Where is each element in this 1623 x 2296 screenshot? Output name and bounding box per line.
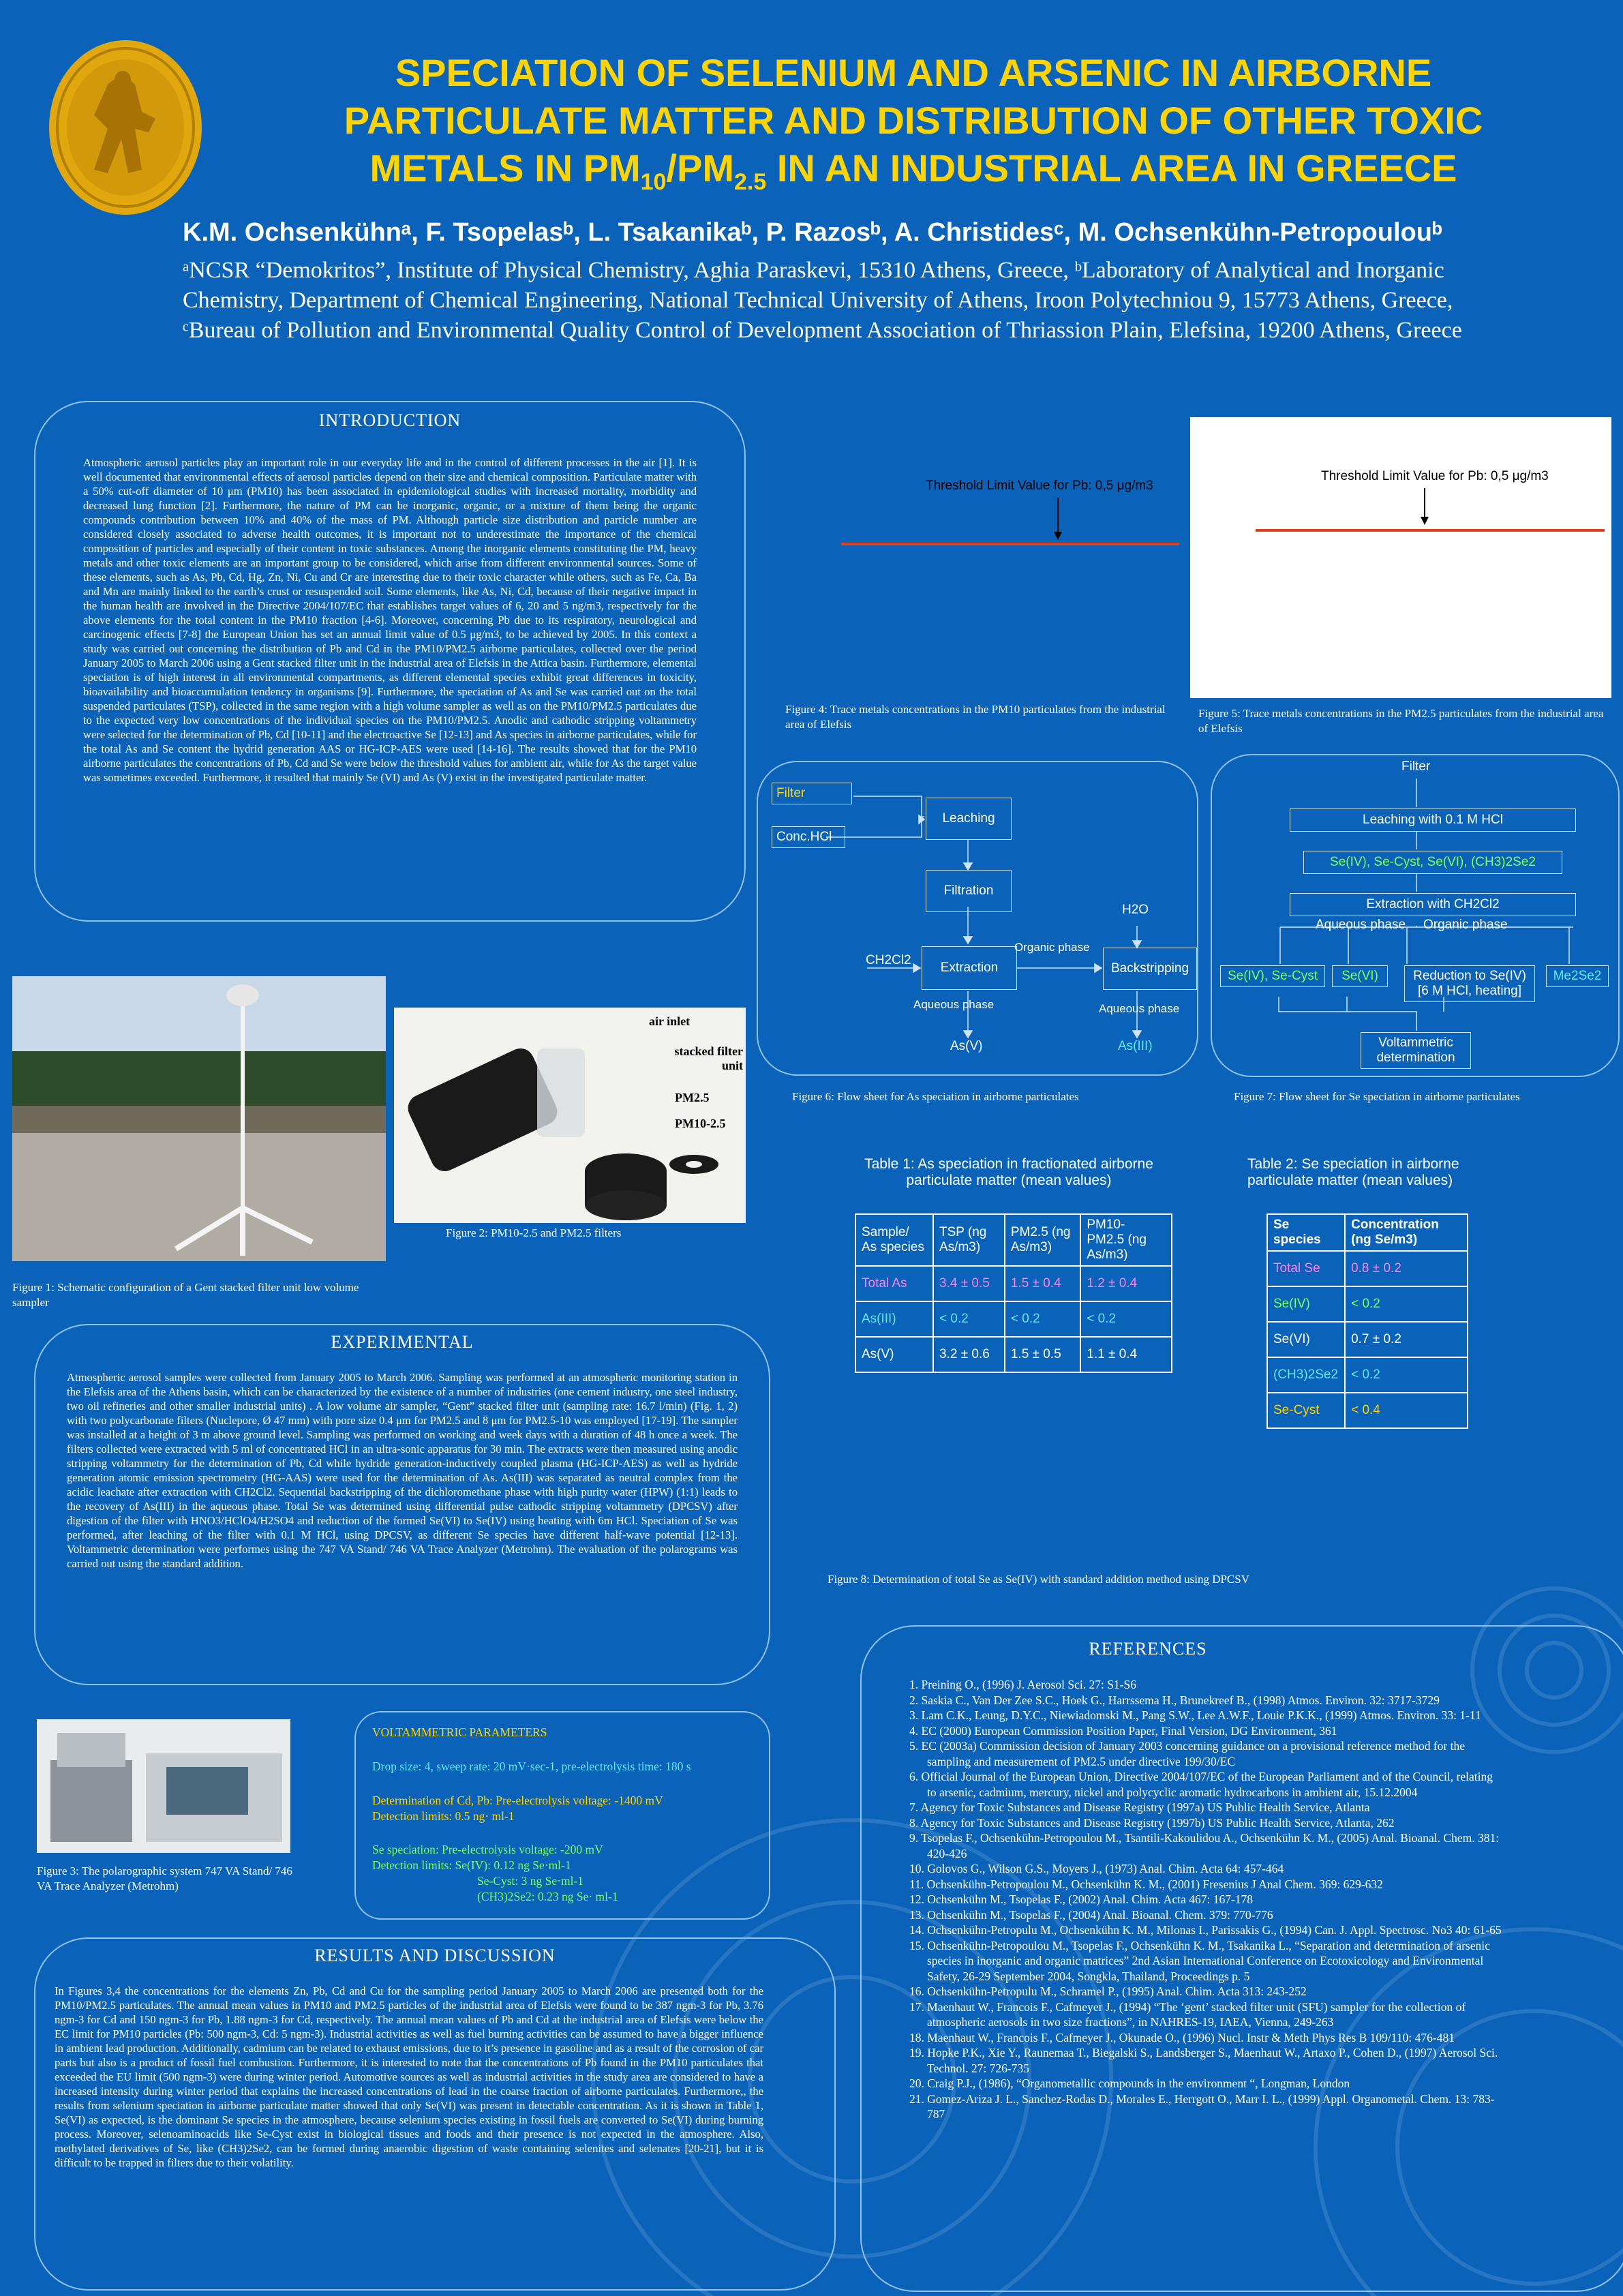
table-cell: 3.2 ± 0.6 bbox=[933, 1337, 1005, 1372]
table-cell: < 0.2 bbox=[1345, 1286, 1468, 1322]
fig6-filtration: Filtration bbox=[926, 870, 1012, 912]
table-cell: 1.1 ± 0.4 bbox=[1080, 1337, 1172, 1372]
results-box bbox=[34, 1937, 836, 2291]
fig6-aqueous-2: Aqueous phase bbox=[1099, 1002, 1180, 1015]
fig7-leaching: Leaching with 0.1 M HCl bbox=[1290, 809, 1576, 832]
table-2 bbox=[1266, 1213, 1468, 1429]
fig6-h2o: H2O bbox=[1122, 903, 1149, 917]
polarograph-photo bbox=[37, 1719, 290, 1853]
experimental-text: Atmospheric aerosol samples were collected from January 2005 to March 2006. Sampling was performed at an atmospheric monitoring station in the Elefsis area of the Athens basin, which can be characterized by the existence of a number of industries (one cement industry, one steel industry, two oil refineries and other smaller industrial units) . A low volume air sampler, “Gent” stacked filter unit (sampling rate: 16.7 l/min) (Fig. 1, 2) with two polycarbonate filters (Nuclepore, Ø 47 mm) with pore size 0.4 μm for PM2.5 and 8 μm for PM2.5-10 was employed [17-19]. The sampler was installed at a height of 3 m above ground level. Sampling was performed on working and week days with a duration of 48 h once a week. The filters collected were extracted with 5 ml of concentrated HCl in an ultra-sonic apparatus for 30 min. The extracts were then measured using anodic stripping voltammetry for the determination of Pb, Cd while hydride generation-inductively coupled plasma (HG-ICP-AES) as well as hydride generation atomic emission spectrometry (HG-AAS) were used for the determination of As. As(III) was separated as neutral complex from the acidic leachate after extraction with CH2Cl2. Sequential backstripping of the dichloromethane phase with high purity water (HPW) (1:1) leads to the recovery of As(III) in the aqueous phase. Total Se was determined using differential pulse cathodic stripping voltammetry (DPCSV) after digestion of the filter with HNO3/HClO4/H2SO4 and reduction of the formed Se(VI) to Se(IV) using heating with 6m HCl. Speciation of Se was performed, after leaching of the filter with 0.1 M HCl, using DPCSV, as different Se species have different half-wave potential [12-13]. Voltammetric determination were performes using the 747 VA Stand/ 746 VA Trace Analyzer (Metrohm). The evaluation of the polarograms was carried out using the standard addition. bbox=[67, 1371, 738, 1570]
table-cell: 1.5 ± 0.4 bbox=[1005, 1266, 1080, 1301]
figure-4-svg bbox=[791, 417, 1179, 697]
fig7-organic: Organic phase bbox=[1423, 918, 1508, 932]
table-cell: As(V) bbox=[855, 1337, 933, 1372]
table-cell: Se(VI) bbox=[1267, 1322, 1345, 1357]
fig7-species-label: Se(IV), Se-Cyst, Se(VI), (CH3)2Se2 bbox=[1330, 855, 1536, 869]
title-line-3-part-b: IN AN INDUSTRIAL AREA IN GREECE bbox=[766, 147, 1457, 190]
table-cell: TSP (ng As/m3) bbox=[933, 1214, 1005, 1266]
title-line-1: SPECIATION OF SELENIUM AND ARSENIC IN AIRBORNE bbox=[395, 51, 1432, 94]
table-row bbox=[1267, 1214, 1468, 1251]
volt-param-4: Se speciation: Pre-electrolysis voltage: -200 mV bbox=[372, 1843, 603, 1856]
fig2-label-stacked: stacked filter unit bbox=[674, 1044, 743, 1072]
introduction-title: INTRODUCTION bbox=[318, 410, 461, 430]
table-cell: PM2.5 (ng As/m3) bbox=[1005, 1214, 1080, 1266]
table-cell: Concentration (ng Se/m3) bbox=[1345, 1214, 1468, 1251]
volt-param-3: Detection limits: 0.5 ng· ml-1 bbox=[372, 1809, 515, 1823]
list-item: 11. Ochsenkühn-Petropoulou M., Ochsenkühn K. M., (2001) Fresenius J Anal Chem. 369: 629-632 bbox=[909, 1877, 1383, 1891]
table-cell: Total Se bbox=[1267, 1251, 1345, 1286]
table-cell: Se species bbox=[1267, 1214, 1345, 1251]
table-row bbox=[855, 1337, 1172, 1372]
fig6-aqueous-1: Aqueous phase bbox=[913, 998, 995, 1011]
fig7-volt-line-1: Voltammetric bbox=[1378, 1036, 1453, 1050]
table-cell: 1.5 ± 0.5 bbox=[1005, 1337, 1080, 1372]
affiliation-line-2: Chemistry, Department of Chemical Engineering, National Technical University of Athens, Iroon Polytechniou 9, 15773 Athens, Greece, bbox=[183, 288, 1453, 313]
figure-5-chart bbox=[1190, 417, 1611, 698]
figure-4-caption: Figure 4: Trace metals concentrations in the PM10 particulates from the industrial area of Elefsis bbox=[785, 703, 1166, 731]
fig7-sevi: Se(VI) bbox=[1332, 965, 1388, 987]
fig7-filter: Filter bbox=[1401, 759, 1431, 774]
references-list bbox=[909, 1677, 1502, 2122]
list-item: 17. Maenhaut W., Francois F., Cafmeyer J., (1994) “The ‘gent’ stacked filter unit (SFU) sampler for the collection of atmospheric aerosols in two size fractions”, in NAHRES-19, IAEA, Vienna, 249-263 bbox=[909, 1999, 1466, 2029]
list-item: 5. EC (2003a) Commission decision of January 2003 concerning guidance on a provisional reference method for the sampling and measurement of PM2.5 under directive 199/30/EC bbox=[909, 1739, 1465, 1768]
references-box bbox=[860, 1625, 1623, 2292]
figure-3-caption: Figure 3: The polarographic system 747 VA Stand/ 746 VA Trace Analyzer (Metrohm) bbox=[37, 1864, 292, 1892]
table-1-caption-line-1: Table 1: As speciation in fractionated airborne bbox=[864, 1156, 1153, 1172]
list-item: 3. Lam C.K., Leung, D.Y.C., Niewiadomski M., Pang S.W., Lee A.W.F., Louie P.K.K., (1999) Atmos. Environ. 33: 1-11 bbox=[909, 1708, 1481, 1722]
voltammetric-box bbox=[354, 1711, 770, 1920]
fig7-volt-line-2: determination bbox=[1376, 1051, 1455, 1065]
title-sub-25: 2.5 bbox=[734, 169, 767, 196]
fig6-backstripping: Backstripping bbox=[1103, 948, 1197, 990]
figure-2-caption: Figure 2: PM10-2.5 and PM2.5 filters bbox=[446, 1226, 622, 1239]
table-cell: Se-Cyst bbox=[1267, 1393, 1345, 1428]
figure-8-caption: Figure 8: Determination of total Se as Se(IV) with standard addition method using DPCSV bbox=[828, 1573, 1250, 1586]
table-2-caption bbox=[1247, 1156, 1493, 1189]
table-cell: PM10- PM2.5 (ng As/m3) bbox=[1080, 1214, 1172, 1266]
sampler-photo bbox=[12, 976, 386, 1261]
figure-6-caption: Figure 6: Flow sheet for As speciation in airborne particulates bbox=[792, 1090, 1079, 1103]
fig7-me2se2: Me2Se2 bbox=[1546, 965, 1609, 987]
fig7-species bbox=[1303, 851, 1562, 874]
list-item: 7. Agency for Toxic Substances and Disease Registry (1997a) US Public Health Service, Atlanta bbox=[909, 1800, 1370, 1814]
list-item: 4. EC (2000) European Commission Position Paper, Final Version, DG Environment, 361 bbox=[909, 1723, 1337, 1738]
fig2-label-pm10: PM10-2.5 bbox=[675, 1117, 726, 1130]
fig5-annotation: Threshold Limit Value for Pb: 0,5 μg/m3 bbox=[1321, 469, 1549, 483]
fig7-voltammetric bbox=[1361, 1032, 1471, 1069]
list-item: 15. Ochsenkühn-Petropoulou M., Tsopelas F., Ochsenkühn K. M., Tsakanika L., “Separation and determination of arsenic species in inorganic and organic matrices” 2nd Asian International Conference on Ecotoxicology and Environmental Safety, 26-29 September 2004, Songkla, Thailand, Proceedings p. 5 bbox=[909, 1938, 1490, 1983]
university-seal-logo bbox=[46, 37, 204, 218]
fig7-reduction-line-2: [6 M HCl, heating] bbox=[1417, 984, 1522, 998]
volt-param-2: Determination of Cd, Pb: Pre-electrolysis voltage: -1400 mV bbox=[372, 1794, 663, 1807]
figure-7-flowsheet bbox=[1211, 754, 1620, 1077]
fig7-reduction bbox=[1404, 965, 1535, 1002]
fig7-aqueous: Aqueous phase bbox=[1316, 918, 1406, 932]
title-line-3-slash: /PM bbox=[666, 147, 735, 190]
list-item: 10. Golovos G., Wilson G.S., Moyers J., (1973) Anal. Chim. Acta 64: 457-464 bbox=[909, 1862, 1284, 1875]
fig6-ch2cl2: CH2Cl2 bbox=[866, 953, 911, 967]
voltammetric-title: VOLTAMMETRIC PARAMETERS bbox=[372, 1725, 547, 1739]
experimental-box bbox=[34, 1324, 770, 1685]
table-row bbox=[1267, 1251, 1468, 1286]
table-row bbox=[1267, 1393, 1468, 1428]
table-cell: < 0.2 bbox=[1005, 1301, 1080, 1337]
list-item: 13. Ochsenkühn M., Tsopelas F., (2004) Anal. Bioanal. Chem. 379: 770-776 bbox=[909, 1907, 1273, 1922]
table-cell: Total As bbox=[855, 1266, 933, 1301]
table-row bbox=[1267, 1357, 1468, 1393]
table-2-caption-line-2: particulate matter (mean values) bbox=[1247, 1173, 1453, 1188]
table-cell: (CH3)2Se2 bbox=[1267, 1357, 1345, 1393]
volt-param-6: Se-Cyst: 3 ng Se·ml-1 bbox=[477, 1874, 584, 1888]
table-cell: As(III) bbox=[855, 1301, 933, 1337]
fig6-as-iii: As(III) bbox=[1118, 1039, 1153, 1053]
table-cell: 0.7 ± 0.2 bbox=[1345, 1322, 1468, 1357]
table-cell: 3.4 ± 0.5 bbox=[933, 1266, 1005, 1301]
table-1-caption-line-2: particulate matter (mean values) bbox=[906, 1173, 1112, 1188]
results-text: In Figures 3,4 the concentrations for the elements Zn, Pb, Cd and Cu for the sampling period January 2005 to March 2006 are presented both for the PM10/PM2.5 particulates. The annual mean values in PM10 and PM2.5 particles of the industrial area of Elefsis were found to be 387 ngm-3 for Pb, 3.76 ngm-3 for Cd and 150 ngm-3 for Pb, 1.88 ngm-3 for Cd, respectively. The annual mean values of Pb and Cd at the industrial area of Elefsis were below the EC limit for PM10 particles (Pb: 500 ngm-3, Cd: 5 ngm-3). Industrial activities as well as fuel burning activities can be assumed to have a bigger influence in ambient lead production. Additionally, cadmium can be related to exhaust emissions, due to it’s presence in gasoline and as a result of the corrosion of car parts but also is a product of fossil fuel combustion. Furthermore, it is interested to note that the concentrations of Pb found in the PM10 particulates that exceeded the EU limit (500 ngm-3) were during winter period. Automotive sources as well as industrial activities in the study area are considered to have a increased intensity during winter period that explains the increased concentrations of lead in the coarse fraction of airborne particulates. Furthermore,, the results from selenium speciation in airborne particulate matter showed that only Se(VI) was present in detectable concentration. As it is shown in Table 1, Se(VI) as expected, is the dominant Se species in the atmosphere, because selenium species existing in fossil fuels are converted to Se(VI) during burning process. Moreover, selenoaminoacids like Se-Cyst exist in biological tissues and foods and their presence is not expected in the atmosphere. Also, methylated derivatives of Se, like (CH3)2Se2, can be formed during anaerobic digestion of waste containing selenites and selenates [20-21], but it is difficult to be trapped in filters due to their volatility. bbox=[55, 1984, 763, 2169]
filters-photo bbox=[394, 1008, 746, 1223]
table-cell: 1.2 ± 0.4 bbox=[1080, 1266, 1172, 1301]
results-title: RESULTS AND DISCUSSION bbox=[314, 1946, 556, 1965]
references-title: REFERENCES bbox=[1089, 1639, 1207, 1659]
fig6-organic-phase: Organic phase bbox=[1014, 941, 1090, 954]
fig7-reduction-line-1: Reduction to Se(IV) bbox=[1413, 969, 1526, 983]
volt-param-7: (CH3)2Se2: 0.23 ng Se· ml-1 bbox=[477, 1890, 618, 1903]
table-1 bbox=[855, 1213, 1172, 1373]
affiliations bbox=[183, 256, 1601, 346]
fig6-filter: Filter bbox=[772, 783, 852, 804]
list-item: 14. Ochsenkühn-Petropulu M., Ochsenkühn K. M., Milonas I., Parissakis G., (1994) Can. J. Appl. Spectrosc. No3 40: 61-65 bbox=[909, 1923, 1502, 1937]
volt-param-1: Drop size: 4, sweep rate: 20 mV·sec-1, pre-electrolysis time: 180 s bbox=[372, 1759, 691, 1773]
figure-5-caption: Figure 5: Trace metals concentrations in the PM2.5 particulates from the industrial area of Elefsis bbox=[1198, 707, 1604, 735]
volt-param-5: Detection limits: Se(IV): 0.12 ng Se·ml-1 bbox=[372, 1858, 571, 1872]
fig6-conc-hcl: Conc.HCl bbox=[772, 826, 845, 848]
fig6-leaching: Leaching bbox=[926, 798, 1012, 840]
table-row bbox=[855, 1301, 1172, 1337]
list-item: 1. Preining O., (1996) J. Aerosol Sci. 27: S1-S6 bbox=[909, 1678, 1136, 1691]
poster-title bbox=[259, 49, 1568, 206]
list-item: 20. Craig P.J., (1986), “Organometallic compounds in the environment “, Longman, London bbox=[909, 2076, 1350, 2090]
list-item: 8. Agency for Toxic Substances and Disease Registry (1997b) US Public Health Service, Atlanta, 262 bbox=[909, 1815, 1395, 1830]
figure-1-caption: Figure 1: Schematic configuration of a Gent stacked filter unit low volume sampler bbox=[12, 1281, 359, 1309]
list-item: 21. Gomez-Ariza J. L., Sanchez-Rodas D., Morales E., Herrgott O., Marr I. L., (1999) Appl. Organometal. Chem. 13: 783-787 bbox=[909, 2091, 1495, 2121]
affiliation-line-3: ᶜBureau of Pollution and Environmental Quality Control of Development Association of Thriassion Plain, Elefsina, 19200 Athens, Greece bbox=[183, 318, 1462, 343]
fig5-arrow-head bbox=[1421, 517, 1429, 525]
figure-6-flowsheet bbox=[757, 761, 1198, 1076]
table-row bbox=[1267, 1322, 1468, 1357]
affiliation-line-1: ᵃNCSR “Demokritos”, Institute of Physical Chemistry, Aghia Paraskevi, 15310 Athens, Greece, ᵇLaboratory of Analytical and Inorganic bbox=[183, 258, 1444, 283]
list-item: 2. Saskia C., Van Der Zee S.C., Hoek G., Harrssema H., Brunekreef B., (1998) Atmos. Environ. 32: 3717-3729 bbox=[909, 1693, 1440, 1707]
table-cell: Sample/ As species bbox=[855, 1214, 933, 1266]
list-item: 6. Official Journal of the European Union, Directive 2004/107/EC of the European Parliament and of the Council, relating to arsenic, cadmium, mercury, nickel and polycyclic aromatic hydrocarbons in ambient air, 15.12.2004 bbox=[909, 1770, 1493, 1799]
list-item: 16. Ochsenkühn-Petropulu M., Schramel P., (1995) Anal. Chim. Acta 313: 243-252 bbox=[909, 1984, 1307, 1998]
experimental-title: EXPERIMENTAL bbox=[331, 1332, 474, 1352]
figure-7-caption: Figure 7: Flow sheet for Se speciation in airborne particulates bbox=[1234, 1090, 1520, 1103]
title-line-3-part-a: METALS IN PM bbox=[369, 147, 641, 190]
list-item: 19. Hopke P.K., Xie Y., Raunemaa T., Biegalski S., Landsberger S., Maenhaut W., Artaxo P., Cohen D., (1997) Aerosol Sci. Technol. 27: 726-735 bbox=[909, 2046, 1498, 2075]
table-row bbox=[855, 1266, 1172, 1301]
table-cell: < 0.2 bbox=[1345, 1357, 1468, 1393]
list-item: 12. Ochsenkühn M., Tsopelas F., (2002) Anal. Chim. Acta 467: 167-178 bbox=[909, 1892, 1254, 1906]
fig4-annotation: Threshold Limit Value for Pb: 0,5 μg/m3 bbox=[926, 479, 1153, 493]
fig2-label-pm25: PM2.5 bbox=[675, 1091, 710, 1104]
fig7-seiv-cyst: Se(IV), Se-Cyst bbox=[1220, 965, 1325, 987]
title-line-2: PARTICULATE MATTER AND DISTRIBUTION OF OTHER TOXIC bbox=[344, 99, 1483, 142]
fig6-extraction: Extraction bbox=[922, 946, 1017, 990]
table-2-caption-line-1: Table 2: Se speciation in airborne bbox=[1247, 1156, 1459, 1172]
introduction-box bbox=[34, 401, 746, 922]
table-cell: < 0.2 bbox=[1080, 1301, 1172, 1337]
figure-5-svg bbox=[1190, 417, 1611, 698]
table-row bbox=[1267, 1286, 1468, 1322]
table-row bbox=[855, 1214, 1172, 1266]
table-cell: 0.8 ± 0.2 bbox=[1345, 1251, 1468, 1286]
table-cell: < 0.2 bbox=[933, 1301, 1005, 1337]
introduction-text: Atmospheric aerosol particles play an important role in our everyday life and in the control of different processes in the air [1]. It is well documented that environmental effects of aerosol particles depend on their size and chemical composition. Particulate matter with a 50% cut-off diameter of 10 μm (PM10) has been associated in epidemiological studies with increased mortality, morbidity and decreased lung function [2]. Furthermore, the nature of PM can be inorganic, organic, or a mixture of them being the organic compounds contribution between 10% and 40% of the mass of PM. Although particle size distribution and particle number are considered closely associated to adverse health outcomes, it is important not to underestimate the importance of the chemical composition of particles and especially of their content in toxic substances. Among the inorganic elements constituting the PM, heavy metals and other toxic elements are an important group to be considered, which arise from different environmental sources. Some of these elements, such as As, Pb, Cd, Hg, Zn, Ni, Cu and Cr are interesting due to their toxic character while others, such as Fe, Ca, Ba and Mn are mainly linked to the earth’s crust or resuspended soil. Some elements, like As, Ni, Cd, because of their negative impact in the human health are involved in the Directive 2004/107/EC that establishes target values of 6, 20 and 5 ng/m3, respectively for the above elements for the total content in the PM10 fraction [4-6]. Moreover, concerning Pb due to its respiratory, neurological and carcinogenic effects [7-8] the European Union has set an annual limit value of 0.5 μg/m3, to be achieved by 2005. In this context a study was carried out concerning the distribution of Pb and Cd in the PM10/PM2.5 airborne particulates, collected over the period January 2005 to March 2006 using a Gent stacked filter unit in the industrial area of Elefsis in the Attica basin. Furthermore, elemental speciation is of high interest in all environmental compartments, as different elemental species exhibit great differences in toxicity, bioavailability and bioaccumulation tendency in organisms [9]. Furthermore, the speciation of As and Se was carried out on the total suspended particulates (TSP), collected in the same region with a high volume sampler as well as on the PM10/PM2.5 particulates due to the expected very low concentrations of the individual species on the PM10/PM2.5. Anodic and cathodic stripping voltammetry were selected for the determination of Pb, Cd [10-11] and the electroactive Se [12-13] and As species in airborne particulates, while for the total As and Se content the hydrid generation AAS or HG-ICP-AES were used [14-16]. The results showed that for the PM10 airborne particulates the concentrations of Pb, Cd and Se were below the threshold values for ambient air, while for As the target value was sometimes exceeded. Furthermore, it resulted that mainly Se (VI) and As (V) exist in the investigated particulate matter. bbox=[83, 456, 697, 784]
list-item: 9. Tsopelas F., Ochsenkühn-Petropoulou M., Tsantili-Kakoulidou A., Ochsenkühn K. M., (2005) Anal. Bioanal. Chem. 381: 420-426 bbox=[909, 1831, 1500, 1860]
fig4-arrow-head bbox=[1054, 532, 1062, 540]
figure-4-chart bbox=[791, 417, 1179, 697]
fig6-as-v: As(V) bbox=[950, 1039, 983, 1053]
authors: K.M. Ochsenkühnᵃ, F. Tsopelasᵇ, L. Tsakanikaᵇ, P. Razosᵇ, A. Christidesᶜ, M. Ochsenkühn-Petropoulouᵇ bbox=[183, 218, 1442, 247]
table-cell: < 0.4 bbox=[1345, 1393, 1468, 1428]
table-1-caption bbox=[845, 1156, 1172, 1189]
title-line-3 bbox=[259, 145, 1568, 206]
fig2-label-air-inlet: air inlet bbox=[649, 1014, 691, 1028]
table-cell: Se(IV) bbox=[1267, 1286, 1345, 1322]
list-item: 18. Maenhaut W., Francois F., Cafmeyer J., Okunade O., (1996) Nucl. Instr & Meth Phys Res B 109/110: 476-481 bbox=[909, 2030, 1455, 2044]
title-sub-10: 10 bbox=[640, 169, 667, 196]
fig7-extraction: Extraction with CH2Cl2 bbox=[1290, 893, 1576, 916]
